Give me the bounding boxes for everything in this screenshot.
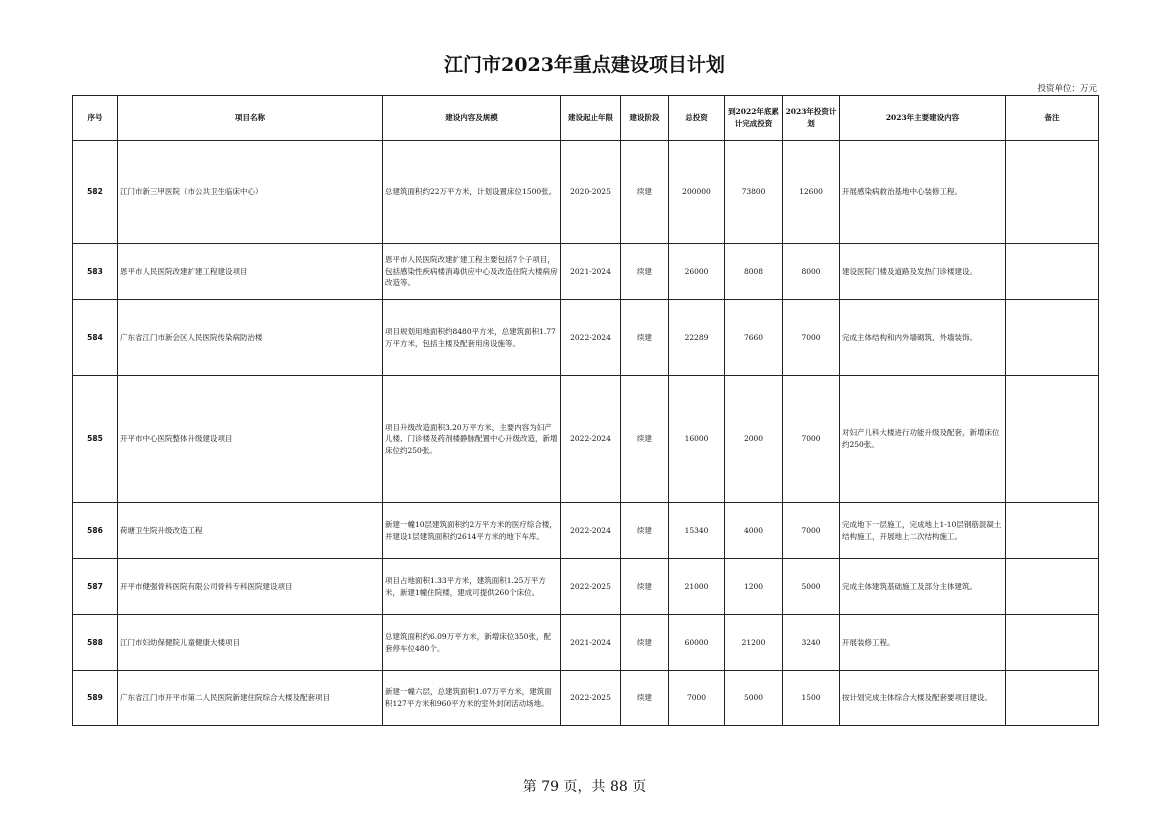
cell-stage: 续建 xyxy=(621,141,669,244)
cell-done: 21200 xyxy=(725,615,783,671)
page-title: 江门市2023年重点建设项目计划 xyxy=(444,54,725,76)
cell-name: 广东省江门市开平市第二人民医院新建住院综合大楼及配套项目 xyxy=(118,671,383,726)
cell-stage: 续建 xyxy=(621,244,669,300)
cell-years: 2022-2024 xyxy=(561,503,621,559)
cell-scope: 项目升级改造面积3.20万平方米，主要内容为妇产儿楼、门诊楼及药剂楼静脉配置中心升级改造，新增床位约250张。 xyxy=(383,376,561,503)
cell-years: 2022-2024 xyxy=(561,300,621,376)
cell-note xyxy=(1006,503,1099,559)
table-row xyxy=(73,559,1099,615)
cell-plan: 7000 xyxy=(783,503,840,559)
header-note: 备注 xyxy=(1006,96,1099,141)
cell-seq: 582 xyxy=(73,141,118,244)
table-row xyxy=(73,141,1099,244)
cell-total: 15340 xyxy=(669,503,725,559)
cell-note xyxy=(1006,244,1099,300)
cell-stage: 续建 xyxy=(621,503,669,559)
cell-note xyxy=(1006,141,1099,244)
cell-seq: 584 xyxy=(73,300,118,376)
cell-done: 8008 xyxy=(725,244,783,300)
table-header-row xyxy=(73,96,1099,141)
cell-content: 开展装修工程。 xyxy=(840,615,1006,671)
cell-total: 16000 xyxy=(669,376,725,503)
cell-stage: 续建 xyxy=(621,559,669,615)
cell-note xyxy=(1006,300,1099,376)
cell-plan: 12600 xyxy=(783,141,840,244)
cell-seq: 586 xyxy=(73,503,118,559)
cell-name: 恩平市人民医院改建扩建工程建设项目 xyxy=(118,244,383,300)
cell-seq: 587 xyxy=(73,559,118,615)
cell-scope: 新建一幢10层建筑面积约2万平方米的医疗综合楼，并建设1层建筑面积约2614平方米的地下车库。 xyxy=(383,503,561,559)
table-row xyxy=(73,671,1099,726)
cell-content: 完成地下一层施工，完成地上1-10层钢筋混凝土结构施工，开展地上二次结构施工。 xyxy=(840,503,1006,559)
header-stage: 建设阶段 xyxy=(621,96,669,141)
cell-note xyxy=(1006,376,1099,503)
cell-seq: 585 xyxy=(73,376,118,503)
cell-stage: 续建 xyxy=(621,300,669,376)
header-total: 总投资 xyxy=(669,96,725,141)
cell-stage: 续建 xyxy=(621,615,669,671)
cell-total: 200000 xyxy=(669,141,725,244)
cell-note xyxy=(1006,559,1099,615)
cell-content: 对妇产儿科大楼进行功能升级及配套，新增床位约250张。 xyxy=(840,376,1006,503)
cell-years: 2021-2024 xyxy=(561,244,621,300)
cell-total: 21000 xyxy=(669,559,725,615)
cell-plan: 3240 xyxy=(783,615,840,671)
header-seq: 序号 xyxy=(73,96,118,141)
cell-scope: 总建筑面积约6.09万平方米，新增床位350张，配套停车位480个。 xyxy=(383,615,561,671)
header-scope: 建设内容及规模 xyxy=(383,96,561,141)
cell-plan: 1500 xyxy=(783,671,840,726)
cell-years: 2022-2025 xyxy=(561,559,621,615)
cell-done: 1200 xyxy=(725,559,783,615)
cell-scope: 项目规划用地面积约8480平方米，总建筑面积1.77万平方米，包括主楼及配套用房设施等。 xyxy=(383,300,561,376)
cell-name: 开平市健强骨科医院有限公司骨科专科医院建设项目 xyxy=(118,559,383,615)
cell-name: 开平市中心医院整体升级建设项目 xyxy=(118,376,383,503)
header-plan: 2023年投资计划 xyxy=(783,96,840,141)
cell-content: 完成主体建筑基础施工及部分主体建筑。 xyxy=(840,559,1006,615)
cell-total: 26000 xyxy=(669,244,725,300)
cell-done: 2000 xyxy=(725,376,783,503)
header-years: 建设起止年限 xyxy=(561,96,621,141)
table-row xyxy=(73,503,1099,559)
cell-scope: 总建筑面积约22万平方米，计划设置床位1500张。 xyxy=(383,141,561,244)
cell-note xyxy=(1006,615,1099,671)
cell-done: 5000 xyxy=(725,671,783,726)
cell-name: 江门市新三甲医院（市公共卫生临床中心） xyxy=(118,141,383,244)
cell-content: 完成主体结构和内外墙砌筑、外墙装饰。 xyxy=(840,300,1006,376)
cell-years: 2020-2025 xyxy=(561,141,621,244)
header-name: 项目名称 xyxy=(118,96,383,141)
cell-scope: 恩平市人民医院改建扩建工程主要包括7个子项目，包括感染性疾病楼消毒供应中心及改造住院大楼病房改造等。 xyxy=(383,244,561,300)
cell-done: 4000 xyxy=(725,503,783,559)
cell-years: 2022-2025 xyxy=(561,671,621,726)
cell-plan: 7000 xyxy=(783,300,840,376)
cell-scope: 项目占地面积1.33平方米，建筑面积1.25万平方米，新建1幢住院楼，建成可提供260个床位。 xyxy=(383,559,561,615)
table-row xyxy=(73,244,1099,300)
cell-total: 22289 xyxy=(669,300,725,376)
header-done: 到2022年底累计完成投资 xyxy=(725,96,783,141)
page-footer: 第 79 页，共 88 页 xyxy=(522,779,647,795)
table-row xyxy=(73,615,1099,671)
cell-content: 按计划完成主体综合大楼及配套要项目建设。 xyxy=(840,671,1006,726)
cell-content: 建设医院门楼及道路及发热门诊楼建设。 xyxy=(840,244,1006,300)
cell-name: 江门市妇幼保健院儿童健康大楼项目 xyxy=(118,615,383,671)
cell-seq: 583 xyxy=(73,244,118,300)
cell-name: 荷塘卫生院升级改造工程 xyxy=(118,503,383,559)
cell-content: 开展感染病救治基地中心装修工程。 xyxy=(840,141,1006,244)
cell-name: 广东省江门市新会区人民医院传染病防治楼 xyxy=(118,300,383,376)
cell-note xyxy=(1006,671,1099,726)
cell-plan: 7000 xyxy=(783,376,840,503)
cell-scope: 新建一幢六层，总建筑面积1.07万平方米，建筑面积127平方米和960平方米的室外封闭活动场地。 xyxy=(383,671,561,726)
cell-years: 2021-2024 xyxy=(561,615,621,671)
cell-seq: 589 xyxy=(73,671,118,726)
table-row xyxy=(73,300,1099,376)
cell-plan: 5000 xyxy=(783,559,840,615)
cell-stage: 续建 xyxy=(621,376,669,503)
cell-total: 7000 xyxy=(669,671,725,726)
project-table xyxy=(72,95,1099,726)
cell-years: 2022-2024 xyxy=(561,376,621,503)
cell-seq: 588 xyxy=(73,615,118,671)
unit-note: 投资单位：万元 xyxy=(1037,84,1097,94)
table-row xyxy=(73,376,1099,503)
cell-done: 73800 xyxy=(725,141,783,244)
cell-done: 7660 xyxy=(725,300,783,376)
header-content: 2023年主要建设内容 xyxy=(840,96,1006,141)
cell-total: 60000 xyxy=(669,615,725,671)
cell-stage: 续建 xyxy=(621,671,669,726)
cell-plan: 8000 xyxy=(783,244,840,300)
